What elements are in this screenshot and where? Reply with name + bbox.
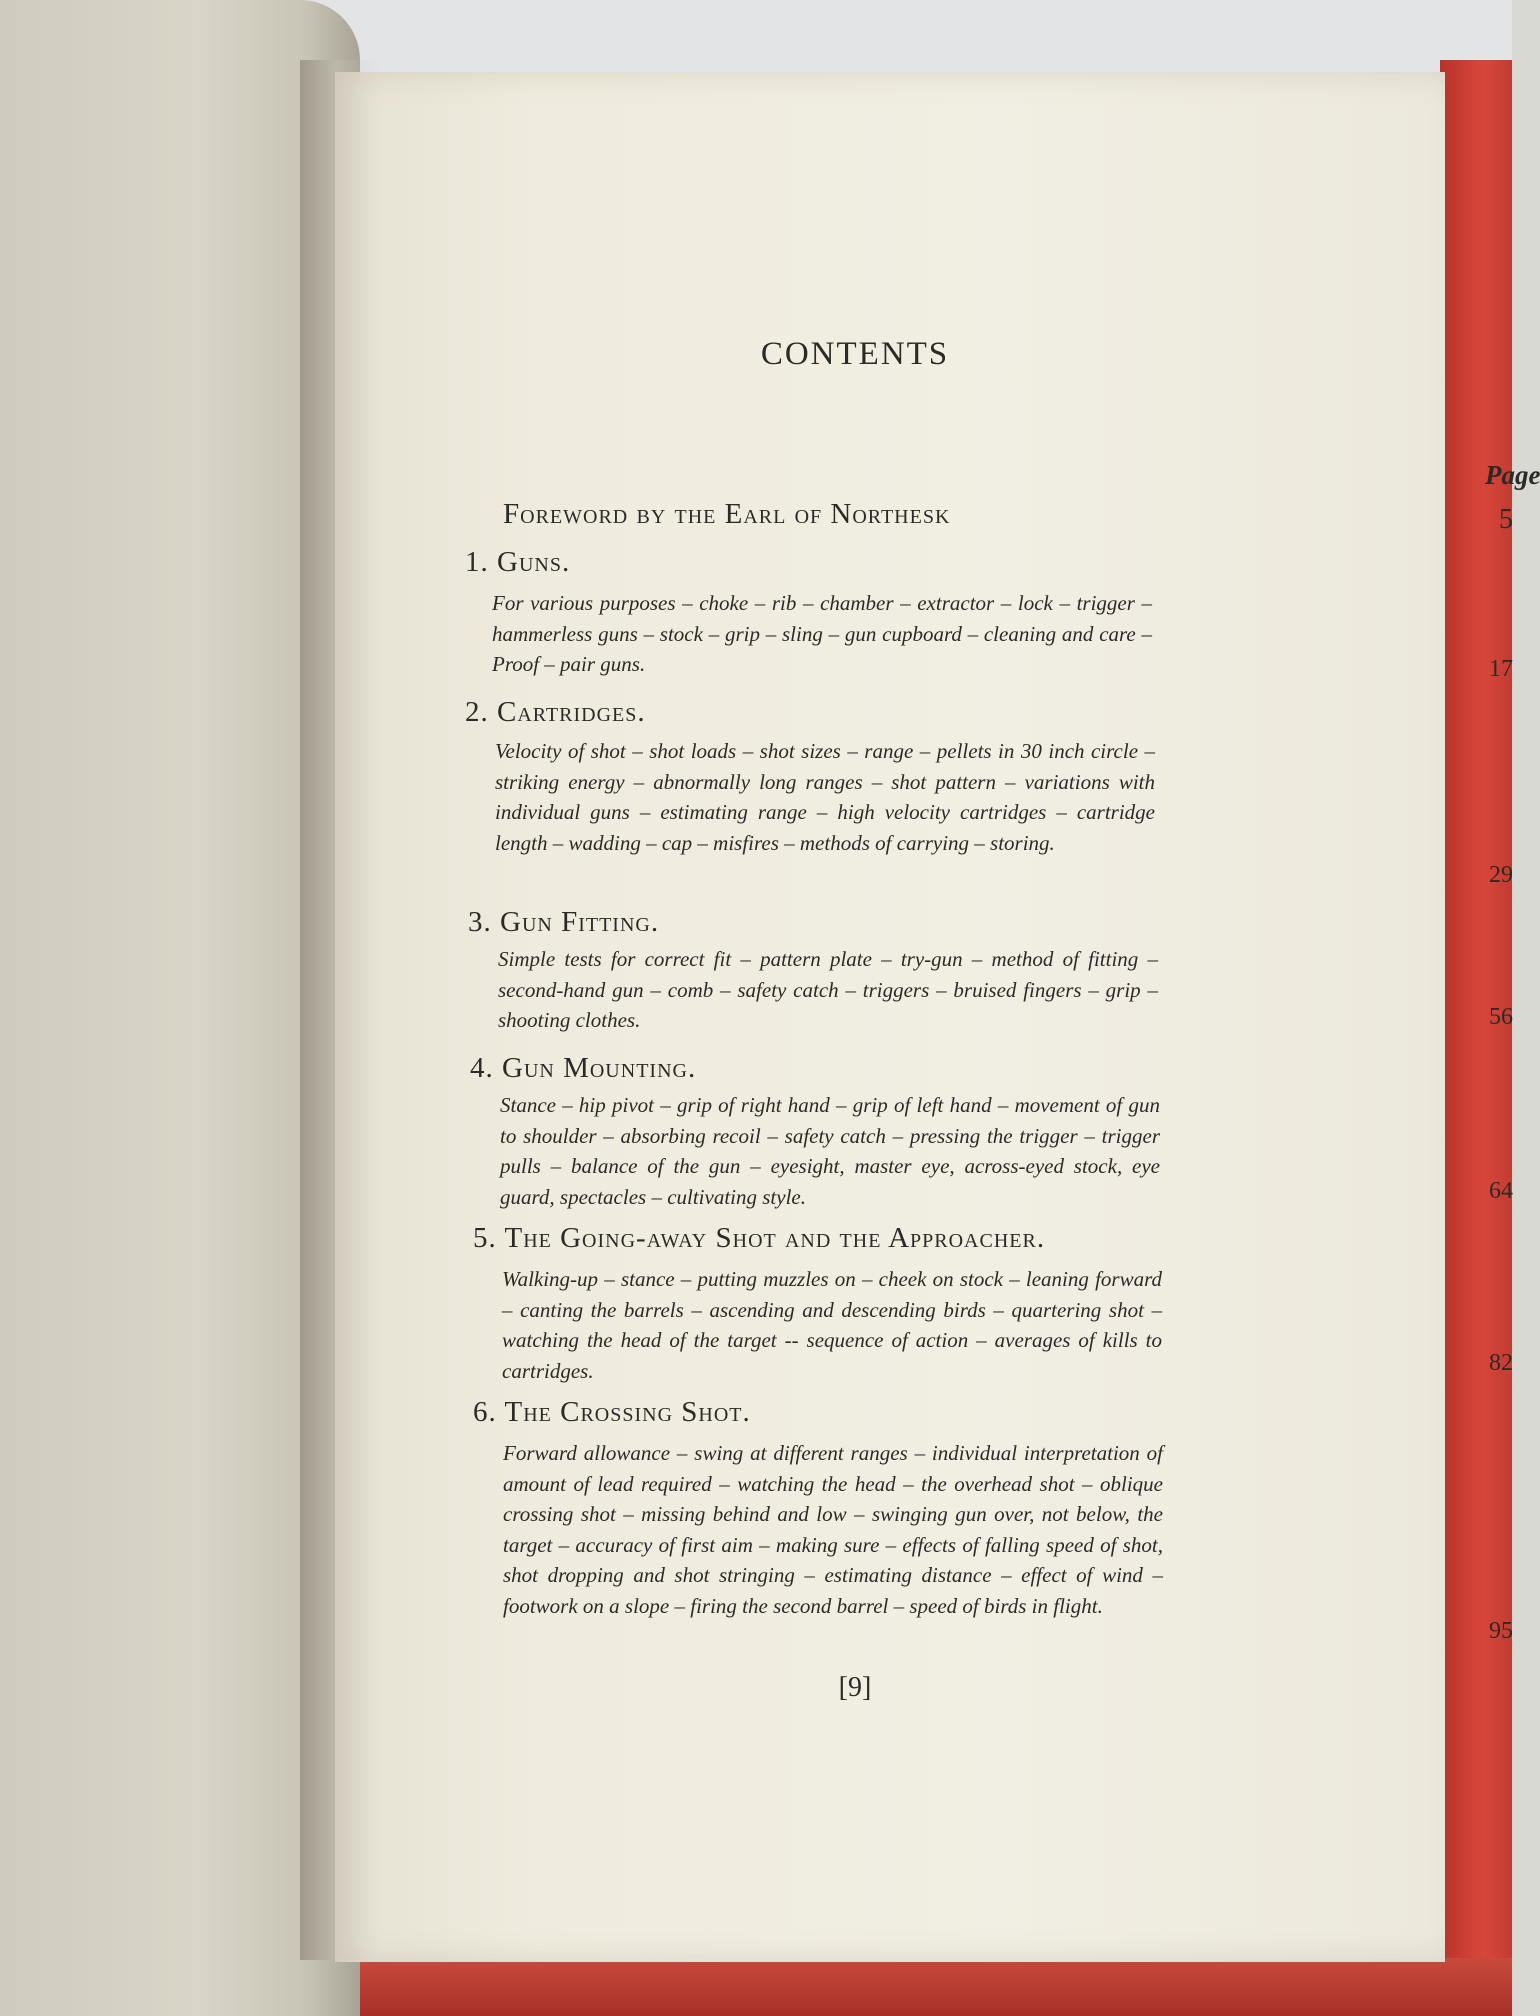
chapter-1-title: 1. Guns. [465,546,571,578]
chapter-5-page: 82 [1489,1350,1513,1376]
foreword-page: 5 [1499,504,1513,535]
chapter-5-title: 5. The Going-away Shot and the Approacher. [473,1222,1046,1254]
chapter-5-description: Walking-up – stance – putting muzzles on – cheek on stock – leaning forward – canting the barrels – ascending and descending birds – quartering shot – watching the head of the target -- sequence of action – averages of kills to cartridges. [502,1267,1162,1383]
chapter-1-description: For various purposes – choke – rib – chamber – extractor – lock – trigger – hammerless guns – stock – grip – sling – gun cupboard – cleaning and care – Proof – pair guns. [492,591,1152,676]
chapter-4-description: Stance – hip pivot – grip of right hand – grip of left hand – movement of gun to shoulder – absorbing recoil – safety catch – pressing the trigger – trigger pulls – balance of the gun – eyesight, master eye, across-eyed stock, eye guard, spectacles – cultivating style. [500,1093,1160,1209]
foreword-title: Foreword by the Earl of Northesk [503,498,951,530]
contents-title: CONTENTS [760,336,950,372]
page-column-label: Page [1485,460,1540,490]
book-cover-bottom [300,1958,1512,2016]
book-cover-edge [1440,60,1512,2016]
chapter-2-page: 29 [1489,862,1513,888]
chapter-3-title: 3. Gun Fitting. [468,906,660,938]
contents-page [335,72,1540,1962]
chapter-1-page: 17 [1489,656,1513,682]
page-number: [9] [838,1672,872,1703]
chapter-4-page: 64 [1489,1178,1513,1204]
chapter-6-description: Forward allowance – swing at different ranges – individual interpretation of amount of lead required – watching the head – the overhead shot – oblique crossing shot – missing behind and low – swinging gun over, not below, the target – accuracy of first aim – making sure – effects of falling speed of shot, shot dropping and shot stringing – estimating distance – effect of wind – footwork on a slope – firing the second barrel – speed of birds in flight. [503,1441,1163,1618]
chapter-2-description: Velocity of shot – shot loads – shot sizes – range – pellets in 30 inch circle – striking energy – abnormally long ranges – shot pattern – variations with individual guns – estimating range – high velocity cartridges – cartridge length – wadding – cap – misfires – methods of carrying – storing. [495,739,1155,855]
chapter-3-description: Simple tests for correct fit – pattern plate – try-gun – method of fitting – second-hand gun – comb – safety catch – triggers – bruised fingers – grip – shooting clothes. [498,947,1158,1032]
chapter-6-page: 95 [1489,1618,1513,1644]
chapter-2-title: 2. Cartridges. [465,696,646,728]
right-page [335,72,1540,1962]
chapter-3-page: 56 [1489,1004,1513,1030]
chapter-6-title: 6. The Crossing Shot. [473,1396,751,1428]
chapter-4-title: 4. Gun Mounting. [470,1052,697,1084]
book-gutter-shadow [300,60,380,1960]
